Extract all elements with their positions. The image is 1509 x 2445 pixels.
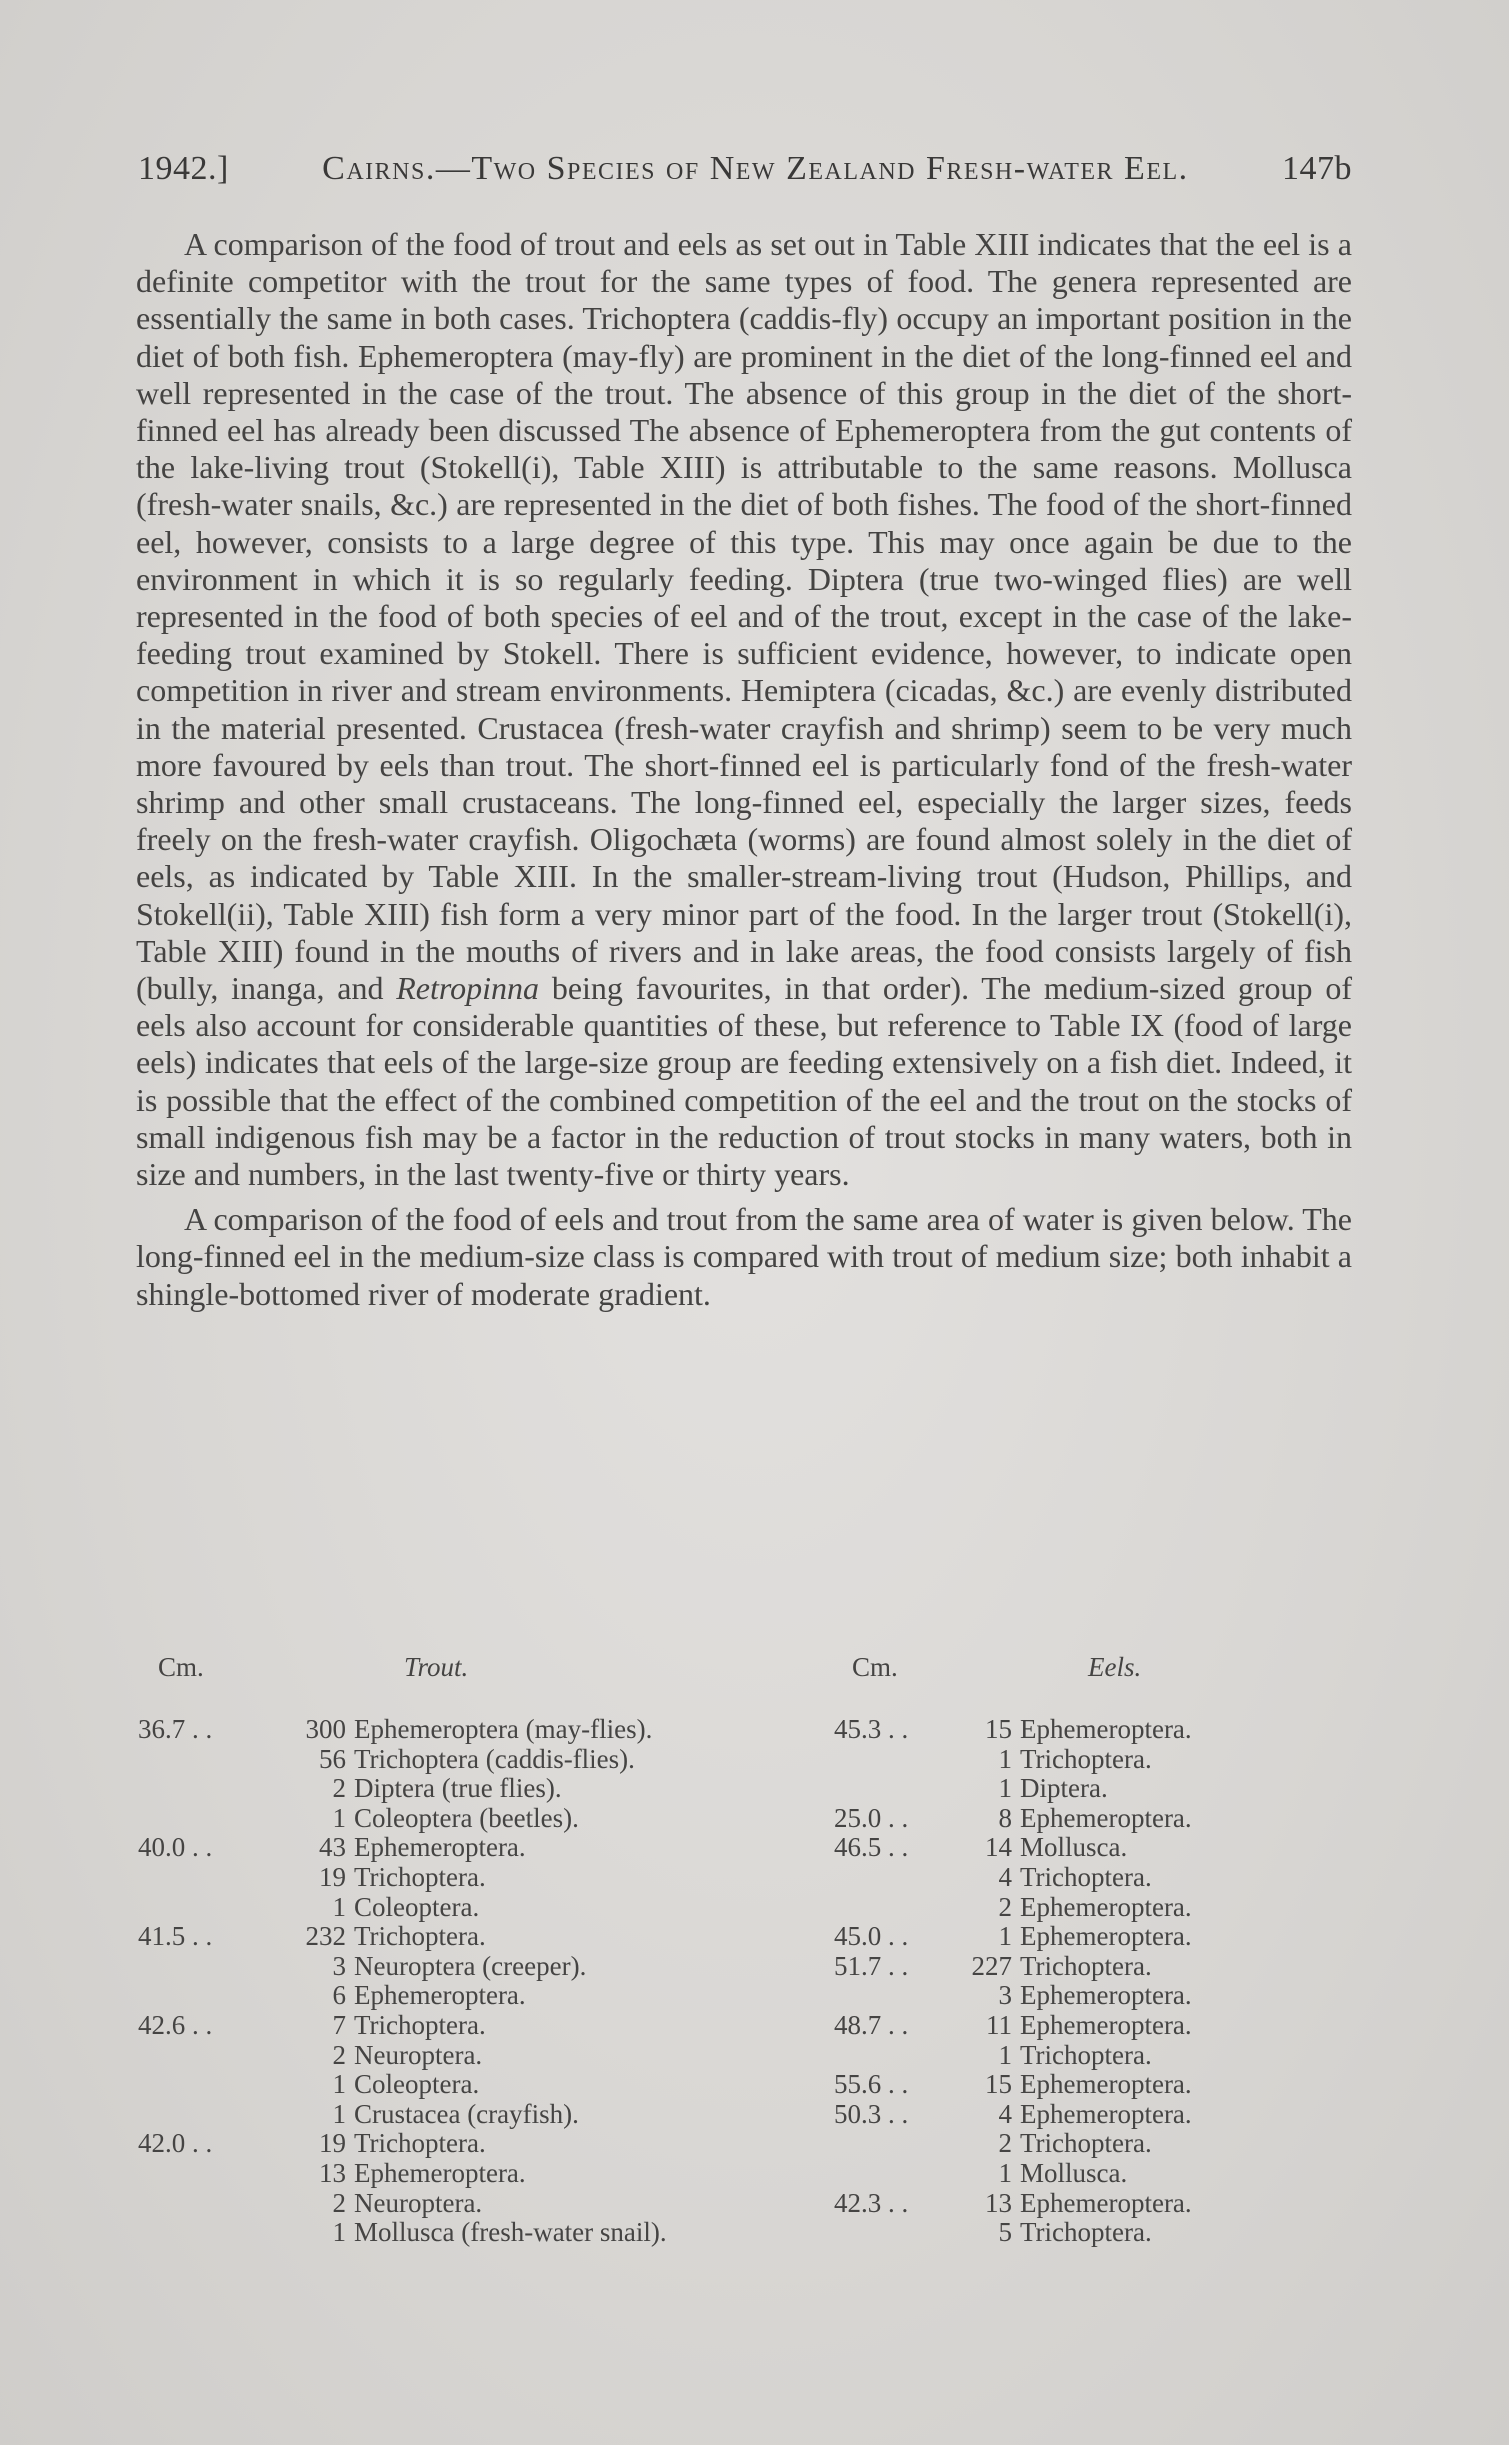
food-item: Mollusca (fresh-water snail). <box>354 2217 667 2248</box>
food-item: Ephemeroptera. <box>1020 1980 1192 2011</box>
trout-row <box>138 1744 778 1774</box>
item-count: 2 <box>332 2039 346 2070</box>
eel-row <box>834 1892 1354 1922</box>
paragraph-2-text: A comparison of the food of eels and trout from the same area of water is given below. The long-finned eel in the medium-size class is compared with trout of medium size; both inhabit a shingle-bottomed river of moderate gradient. <box>136 1201 1352 1312</box>
item-count: 300 <box>305 1714 346 1744</box>
header-eels: Eels. <box>1088 1652 1142 1682</box>
food-item: Trichoptera. <box>1020 2039 1152 2070</box>
eel-row <box>834 2188 1354 2218</box>
trout-row <box>138 1951 778 1981</box>
item-count: 13 <box>319 2157 346 2188</box>
eel-row <box>834 2158 1354 2188</box>
food-item: Ephemeroptera. <box>354 1980 526 2011</box>
eel-row <box>834 1744 1354 1774</box>
item-count: 1 <box>998 2157 1012 2188</box>
eel-row <box>834 2217 1354 2247</box>
food-item: Diptera (true flies). <box>354 1773 562 1804</box>
paragraph-1 <box>136 226 1352 1193</box>
item-count: 2 <box>998 1891 1012 1922</box>
item-count: 1 <box>332 2098 346 2129</box>
trout-column <box>138 1714 778 2247</box>
length-cm: 46.5 . . <box>834 1832 909 1863</box>
trout-row <box>138 1862 778 1892</box>
food-item: Trichoptera. <box>1020 1743 1152 1774</box>
length-cm: 40.0 . . <box>138 1832 213 1863</box>
eel-row <box>834 2099 1354 2129</box>
eel-row <box>834 1773 1354 1803</box>
header-cm-trout: Cm. <box>158 1652 204 1682</box>
item-count: 3 <box>332 1950 346 1981</box>
trout-row <box>138 1892 778 1922</box>
length-cm: 42.0 . . <box>138 2128 213 2159</box>
length-cm: 50.3 . . <box>834 2098 909 2129</box>
volume-year: 1942.] <box>138 150 229 187</box>
eel-row <box>834 1803 1354 1833</box>
food-item: Ephemeroptera. <box>1020 1921 1192 1952</box>
food-item: Ephemeroptera. <box>1020 2187 1192 2218</box>
item-count: 6 <box>332 1980 346 2011</box>
item-count: 3 <box>998 1980 1012 2011</box>
item-count: 5 <box>998 2217 1012 2248</box>
food-item: Trichoptera. <box>1020 1861 1152 1892</box>
item-count: 1 <box>998 1921 1012 1952</box>
food-item: Ephemeroptera. <box>1020 1714 1192 1744</box>
length-cm: 42.3 . . <box>834 2187 909 2218</box>
item-count: 56 <box>319 1743 346 1774</box>
trout-row <box>138 1980 778 2010</box>
item-count: 4 <box>998 1861 1012 1892</box>
item-count: 14 <box>985 1832 1012 1863</box>
item-count: 4 <box>998 2098 1012 2129</box>
food-item: Trichoptera. <box>354 2009 486 2040</box>
eel-row <box>834 1980 1354 2010</box>
length-cm: 48.7 . . <box>834 2009 909 2040</box>
food-item: Coleoptera (beetles). <box>354 1802 579 1833</box>
food-item: Trichoptera. <box>1020 2128 1152 2159</box>
item-count: 19 <box>319 2128 346 2159</box>
food-item: Ephemeroptera. <box>1020 2098 1192 2129</box>
food-item: Trichoptera. <box>354 2128 486 2159</box>
food-item: Ephemeroptera (may-flies). <box>354 1714 653 1744</box>
item-count: 43 <box>319 1832 346 1863</box>
food-item: Ephemeroptera. <box>354 1832 526 1863</box>
food-item: Mollusca. <box>1020 1832 1128 1863</box>
trout-row <box>138 2069 778 2099</box>
food-item: Diptera. <box>1020 1773 1108 1804</box>
eel-row <box>834 2069 1354 2099</box>
length-cm: 45.3 . . <box>834 1714 909 1744</box>
item-count: 15 <box>985 2069 1012 2100</box>
eels-column <box>834 1714 1354 2247</box>
trout-row <box>138 2217 778 2247</box>
eel-row <box>834 2128 1354 2158</box>
trout-row <box>138 1803 778 1833</box>
header-trout: Trout. <box>404 1652 469 1682</box>
body-text <box>136 226 1352 1313</box>
trout-row <box>138 2188 778 2218</box>
item-count: 232 <box>305 1921 346 1952</box>
food-item: Neuroptera (creeper). <box>354 1950 587 1981</box>
trout-row <box>138 1714 778 1744</box>
table-header <box>138 1652 1354 1694</box>
length-cm: 55.6 . . <box>834 2069 909 2100</box>
trout-row <box>138 1921 778 1951</box>
food-item: Trichoptera. <box>354 1921 486 1952</box>
food-item: Ephemeroptera. <box>354 2157 526 2188</box>
trout-row <box>138 2128 778 2158</box>
item-count: 13 <box>985 2187 1012 2218</box>
item-count: 2 <box>332 1773 346 1804</box>
paragraph-2 <box>136 1201 1352 1313</box>
item-count: 2 <box>998 2128 1012 2159</box>
food-item: Trichoptera. <box>1020 2217 1152 2248</box>
genus-name: Retropinna <box>396 970 540 1007</box>
eel-row <box>834 1951 1354 1981</box>
trout-row <box>138 2099 778 2129</box>
article-title: Cairns.—Two Species of New Zealand Fresh-water Eel. <box>322 150 1189 187</box>
length-cm: 42.6 . . <box>138 2009 213 2040</box>
running-head <box>138 150 1352 188</box>
item-count: 1 <box>332 2217 346 2248</box>
food-item: Trichoptera. <box>1020 1950 1152 1981</box>
item-count: 11 <box>986 2009 1012 2040</box>
food-item: Mollusca. <box>1020 2157 1128 2188</box>
food-item: Neuroptera. <box>354 2039 483 2070</box>
item-count: 1 <box>998 2039 1012 2070</box>
food-comparison-table <box>138 1652 1354 2248</box>
food-item: Ephemeroptera. <box>1020 2009 1192 2040</box>
item-count: 19 <box>319 1861 346 1892</box>
item-count: 1 <box>332 1891 346 1922</box>
item-count: 8 <box>998 1802 1012 1833</box>
food-item: Coleoptera. <box>354 1891 480 1922</box>
header-cm-eels: Cm. <box>852 1652 898 1682</box>
length-cm: 36.7 . . <box>138 1714 213 1744</box>
food-item: Ephemeroptera. <box>1020 1802 1192 1833</box>
trout-row <box>138 1773 778 1803</box>
paragraph-1-text-b: being favourites, in that order). The medium-sized group of eels also account for considerable quantities of these, but reference to Table IX (food of large eels) indicates that eels of the large-size group are feeding extensively on a fish diet. Indeed, it is possible that the effect of the combined competition of the eel and the trout on the stocks of small indigenous fish may be a factor in the reduction of trout stocks in many waters, both in size and numbers, in the last twenty-five or thirty years. <box>136 970 1353 1193</box>
eel-row <box>834 1921 1354 1951</box>
food-item: Neuroptera. <box>354 2187 483 2218</box>
page-number: 147b <box>1281 150 1352 187</box>
length-cm: 51.7 . . <box>834 1950 909 1981</box>
trout-row <box>138 2040 778 2070</box>
length-cm: 45.0 . . <box>834 1921 909 1952</box>
eel-row <box>834 1832 1354 1862</box>
item-count: 1 <box>332 2069 346 2100</box>
trout-row <box>138 2158 778 2188</box>
food-item: Trichoptera. <box>354 1861 486 1892</box>
trout-row <box>138 2010 778 2040</box>
eel-row <box>834 1714 1354 1744</box>
food-item: Crustacea (crayfish). <box>354 2098 579 2129</box>
eel-row <box>834 1862 1354 1892</box>
item-count: 15 <box>985 1714 1012 1744</box>
eel-row <box>834 2040 1354 2070</box>
eel-row <box>834 2010 1354 2040</box>
item-count: 2 <box>332 2187 346 2218</box>
length-cm: 41.5 . . <box>138 1921 213 1952</box>
food-item: Ephemeroptera. <box>1020 1891 1192 1922</box>
length-cm: 25.0 . . <box>834 1802 909 1833</box>
item-count: 227 <box>971 1950 1012 1981</box>
food-item: Ephemeroptera. <box>1020 2069 1192 2100</box>
item-count: 1 <box>998 1773 1012 1804</box>
food-item: Coleoptera. <box>354 2069 480 2100</box>
food-item: Trichoptera (caddis-flies). <box>354 1743 635 1774</box>
item-count: 1 <box>332 1802 346 1833</box>
paragraph-1-text-a: A comparison of the food of trout and eels as set out in Table XIII indicates that the eel is a definite competitor with the trout for the same types of food. The genera represented are essentially the same in both cases. Trichoptera (caddis-fly) occupy an important position in the diet of both fish. Ephemeroptera (may-fly) are prominent in the diet of the long-finned eel and well represented in the case of the trout. The absence of this group in the diet of the short-finned eel has already been discussed The absence of Ephemeroptera from the gut contents of the lake-living trout (Stokell(i), Table XIII) is attributable to the same reasons. Mollusca (fresh-water snails, &c.) are represented in the diet of both fishes. The food of the short-finned eel, however, consists to a large degree of this type. This may once again be due to the environment in which it is so regularly feeding. Diptera (true two-winged flies) are well represented in the food of both species of eel and of the trout, except in the case of the lake-feeding trout examined by Stokell. There is sufficient evidence, however, to indicate open competition in river and stream environments. Hemiptera (cicadas, &c.) are evenly distributed in the material presented. Crustacea (fresh-water crayfish and shrimp) seem to be very much more favoured by eels than trout. The short-finned eel is particularly fond of the fresh-water shrimp and other small crustaceans. The long-finned eel, especially the larger sizes, feeds freely on the fresh-water crayfish. Oligochæta (worms) are found almost solely in the diet of eels, as indicated by Table XIII. In the smaller-stream-living trout (Hudson, Phillips, and Stokell(ii), Table XIII) fish form a very minor part of the food. In the larger trout (Stokell(i), Table XIII) found in the mouths of rivers and in lake areas, the food consists largely of fish (bully, inanga, and <box>136 226 1352 1007</box>
trout-row <box>138 1832 778 1862</box>
item-count: 1 <box>998 1743 1012 1774</box>
item-count: 7 <box>332 2009 346 2040</box>
